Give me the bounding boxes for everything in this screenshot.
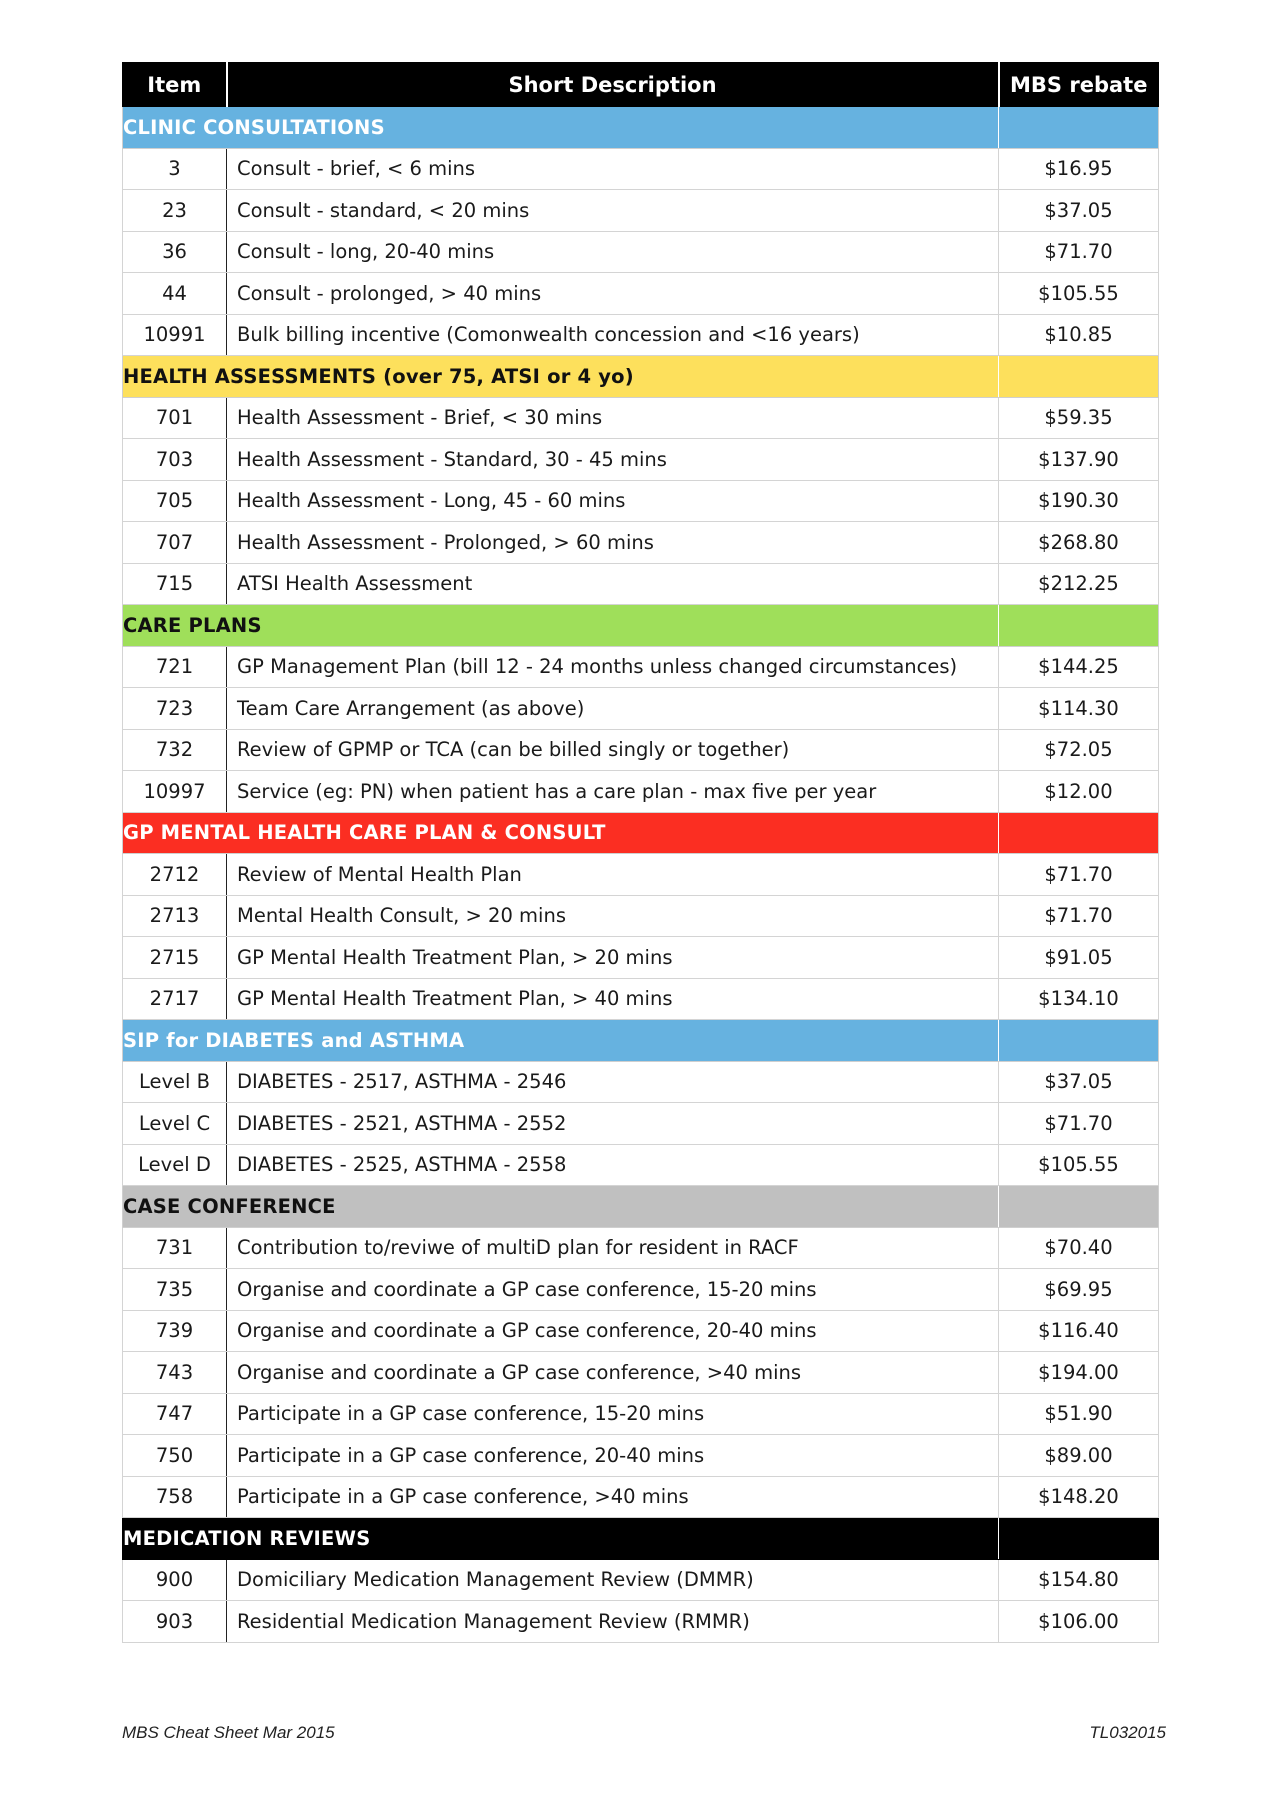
table-row <box>123 273 1159 315</box>
item-cell: 707 <box>123 522 227 564</box>
table-row <box>123 895 1159 937</box>
rebate-cell: $37.05 <box>999 1061 1159 1103</box>
section-rebate-cell <box>999 107 1159 149</box>
rebate-cell: $212.25 <box>999 563 1159 605</box>
table-row <box>123 1103 1159 1145</box>
item-cell: 701 <box>123 397 227 439</box>
section-title: CARE PLANS <box>123 605 999 647</box>
section-header-row <box>123 356 1159 398</box>
rebate-cell: $268.80 <box>999 522 1159 564</box>
item-cell: 900 <box>123 1559 227 1601</box>
table-row <box>123 1227 1159 1269</box>
table-row <box>123 1352 1159 1394</box>
table-row <box>123 1559 1159 1601</box>
section-header-row <box>123 107 1159 149</box>
table-row <box>123 1269 1159 1311</box>
table-body <box>123 107 1159 1643</box>
rebate-cell: $12.00 <box>999 771 1159 813</box>
section-rebate-cell <box>999 1518 1159 1560</box>
item-cell: 739 <box>123 1310 227 1352</box>
description-cell: Contribution to/reviwe of multiD plan for resident in RACF <box>227 1227 999 1269</box>
description-cell: Consult - brief, < 6 mins <box>227 148 999 190</box>
rebate-cell: $37.05 <box>999 190 1159 232</box>
description-cell: GP Mental Health Treatment Plan, > 20 mins <box>227 937 999 979</box>
rebate-cell: $144.25 <box>999 646 1159 688</box>
table-row <box>123 563 1159 605</box>
section-rebate-cell <box>999 812 1159 854</box>
description-cell: Organise and coordinate a GP case conference, >40 mins <box>227 1352 999 1394</box>
rebate-cell: $194.00 <box>999 1352 1159 1394</box>
footer-document-title: MBS Cheat Sheet Mar 2015 <box>122 1723 335 1742</box>
item-cell: 23 <box>123 190 227 232</box>
footer-document-code: TL032015 <box>1089 1723 1166 1742</box>
item-cell: 3 <box>123 148 227 190</box>
mbs-rebate-table <box>122 62 1159 1643</box>
table-row <box>123 148 1159 190</box>
section-title: CASE CONFERENCE <box>123 1186 999 1228</box>
table-row <box>123 937 1159 979</box>
rebate-cell: $116.40 <box>999 1310 1159 1352</box>
table-row <box>123 314 1159 356</box>
section-header-row <box>123 1518 1159 1560</box>
rebate-cell: $154.80 <box>999 1559 1159 1601</box>
table-row <box>123 1601 1159 1643</box>
description-cell: DIABETES - 2521, ASTHMA - 2552 <box>227 1103 999 1145</box>
description-cell: Consult - standard, < 20 mins <box>227 190 999 232</box>
rebate-cell: $59.35 <box>999 397 1159 439</box>
description-cell: Service (eg: PN) when patient has a care plan - max five per year <box>227 771 999 813</box>
table-row <box>123 854 1159 896</box>
description-cell: ATSI Health Assessment <box>227 563 999 605</box>
description-cell: Organise and coordinate a GP case conference, 20-40 mins <box>227 1310 999 1352</box>
item-cell: 2717 <box>123 978 227 1020</box>
description-cell: Organise and coordinate a GP case conference, 15-20 mins <box>227 1269 999 1311</box>
table-row <box>123 1393 1159 1435</box>
description-cell: Review of Mental Health Plan <box>227 854 999 896</box>
item-cell: 747 <box>123 1393 227 1435</box>
rebate-cell: $10.85 <box>999 314 1159 356</box>
description-cell: Participate in a GP case conference, 20-40 mins <box>227 1435 999 1477</box>
table-header-row <box>123 63 1159 107</box>
section-rebate-cell <box>999 605 1159 647</box>
table-row <box>123 1476 1159 1518</box>
description-cell: Health Assessment - Brief, < 30 mins <box>227 397 999 439</box>
rebate-cell: $89.00 <box>999 1435 1159 1477</box>
rebate-cell: $105.55 <box>999 1144 1159 1186</box>
description-cell: Domiciliary Medication Management Review (DMMR) <box>227 1559 999 1601</box>
rebate-cell: $71.70 <box>999 231 1159 273</box>
section-header-row <box>123 605 1159 647</box>
rebate-cell: $51.90 <box>999 1393 1159 1435</box>
section-rebate-cell <box>999 1186 1159 1228</box>
description-cell: Consult - long, 20-40 mins <box>227 231 999 273</box>
item-cell: Level B <box>123 1061 227 1103</box>
description-cell: Consult - prolonged, > 40 mins <box>227 273 999 315</box>
table-row <box>123 231 1159 273</box>
section-header-row <box>123 1186 1159 1228</box>
description-cell: GP Mental Health Treatment Plan, > 40 mins <box>227 978 999 1020</box>
section-header-row <box>123 1020 1159 1062</box>
section-title: GP MENTAL HEALTH CARE PLAN & CONSULT <box>123 812 999 854</box>
item-cell: 731 <box>123 1227 227 1269</box>
description-cell: Residential Medication Management Review (RMMR) <box>227 1601 999 1643</box>
table-row <box>123 771 1159 813</box>
table-row <box>123 439 1159 481</box>
rebate-cell: $71.70 <box>999 854 1159 896</box>
item-cell: 2715 <box>123 937 227 979</box>
rebate-cell: $70.40 <box>999 1227 1159 1269</box>
item-cell: 703 <box>123 439 227 481</box>
description-cell: Mental Health Consult, > 20 mins <box>227 895 999 937</box>
item-cell: 735 <box>123 1269 227 1311</box>
rebate-cell: $16.95 <box>999 148 1159 190</box>
rebate-cell: $190.30 <box>999 480 1159 522</box>
table-row <box>123 729 1159 771</box>
item-cell: 10997 <box>123 771 227 813</box>
section-header-row <box>123 812 1159 854</box>
item-cell: Level C <box>123 1103 227 1145</box>
item-cell: 743 <box>123 1352 227 1394</box>
item-cell: 2713 <box>123 895 227 937</box>
item-cell: 903 <box>123 1601 227 1643</box>
description-cell: Team Care Arrangement (as above) <box>227 688 999 730</box>
section-title: SIP for DIABETES and ASTHMA <box>123 1020 999 1062</box>
rebate-cell: $137.90 <box>999 439 1159 481</box>
rebate-cell: $105.55 <box>999 273 1159 315</box>
section-rebate-cell <box>999 1020 1159 1062</box>
description-cell: Health Assessment - Long, 45 - 60 mins <box>227 480 999 522</box>
description-column-header: Short Description <box>227 63 999 107</box>
description-cell: DIABETES - 2525, ASTHMA - 2558 <box>227 1144 999 1186</box>
description-cell: Participate in a GP case conference, >40 mins <box>227 1476 999 1518</box>
rebate-cell: $71.70 <box>999 895 1159 937</box>
table-row <box>123 190 1159 232</box>
table-row <box>123 522 1159 564</box>
item-cell: 36 <box>123 231 227 273</box>
item-cell: 715 <box>123 563 227 605</box>
section-title: CLINIC CONSULTATIONS <box>123 107 999 149</box>
item-cell: 721 <box>123 646 227 688</box>
section-title: MEDICATION REVIEWS <box>123 1518 999 1560</box>
rebate-cell: $106.00 <box>999 1601 1159 1643</box>
description-cell: Health Assessment - Prolonged, > 60 mins <box>227 522 999 564</box>
item-cell: 723 <box>123 688 227 730</box>
description-cell: GP Management Plan (bill 12 - 24 months unless changed circumstances) <box>227 646 999 688</box>
table-row <box>123 1310 1159 1352</box>
table-row <box>123 646 1159 688</box>
description-cell: Participate in a GP case conference, 15-20 mins <box>227 1393 999 1435</box>
item-cell: 732 <box>123 729 227 771</box>
table-row <box>123 1144 1159 1186</box>
item-cell: Level D <box>123 1144 227 1186</box>
section-title: HEALTH ASSESSMENTS (over 75, ATSI or 4 yo) <box>123 356 999 398</box>
description-cell: Health Assessment - Standard, 30 - 45 mins <box>227 439 999 481</box>
rebate-cell: $148.20 <box>999 1476 1159 1518</box>
item-cell: 10991 <box>123 314 227 356</box>
item-cell: 705 <box>123 480 227 522</box>
section-rebate-cell <box>999 356 1159 398</box>
rebate-cell: $71.70 <box>999 1103 1159 1145</box>
table-row <box>123 480 1159 522</box>
description-cell: Review of GPMP or TCA (can be billed singly or together) <box>227 729 999 771</box>
rebate-cell: $114.30 <box>999 688 1159 730</box>
table-row <box>123 978 1159 1020</box>
rebate-cell: $91.05 <box>999 937 1159 979</box>
rebate-cell: $69.95 <box>999 1269 1159 1311</box>
table-row <box>123 1435 1159 1477</box>
table-row <box>123 688 1159 730</box>
item-cell: 2712 <box>123 854 227 896</box>
item-cell: 44 <box>123 273 227 315</box>
item-cell: 750 <box>123 1435 227 1477</box>
description-cell: Bulk billing incentive (Comonwealth concession and <16 years) <box>227 314 999 356</box>
table-row <box>123 397 1159 439</box>
description-cell: DIABETES - 2517, ASTHMA - 2546 <box>227 1061 999 1103</box>
rebate-cell: $72.05 <box>999 729 1159 771</box>
table-row <box>123 1061 1159 1103</box>
rebate-column-header: MBS rebate <box>999 63 1159 107</box>
rebate-cell: $134.10 <box>999 978 1159 1020</box>
item-cell: 758 <box>123 1476 227 1518</box>
item-column-header: Item <box>123 63 227 107</box>
